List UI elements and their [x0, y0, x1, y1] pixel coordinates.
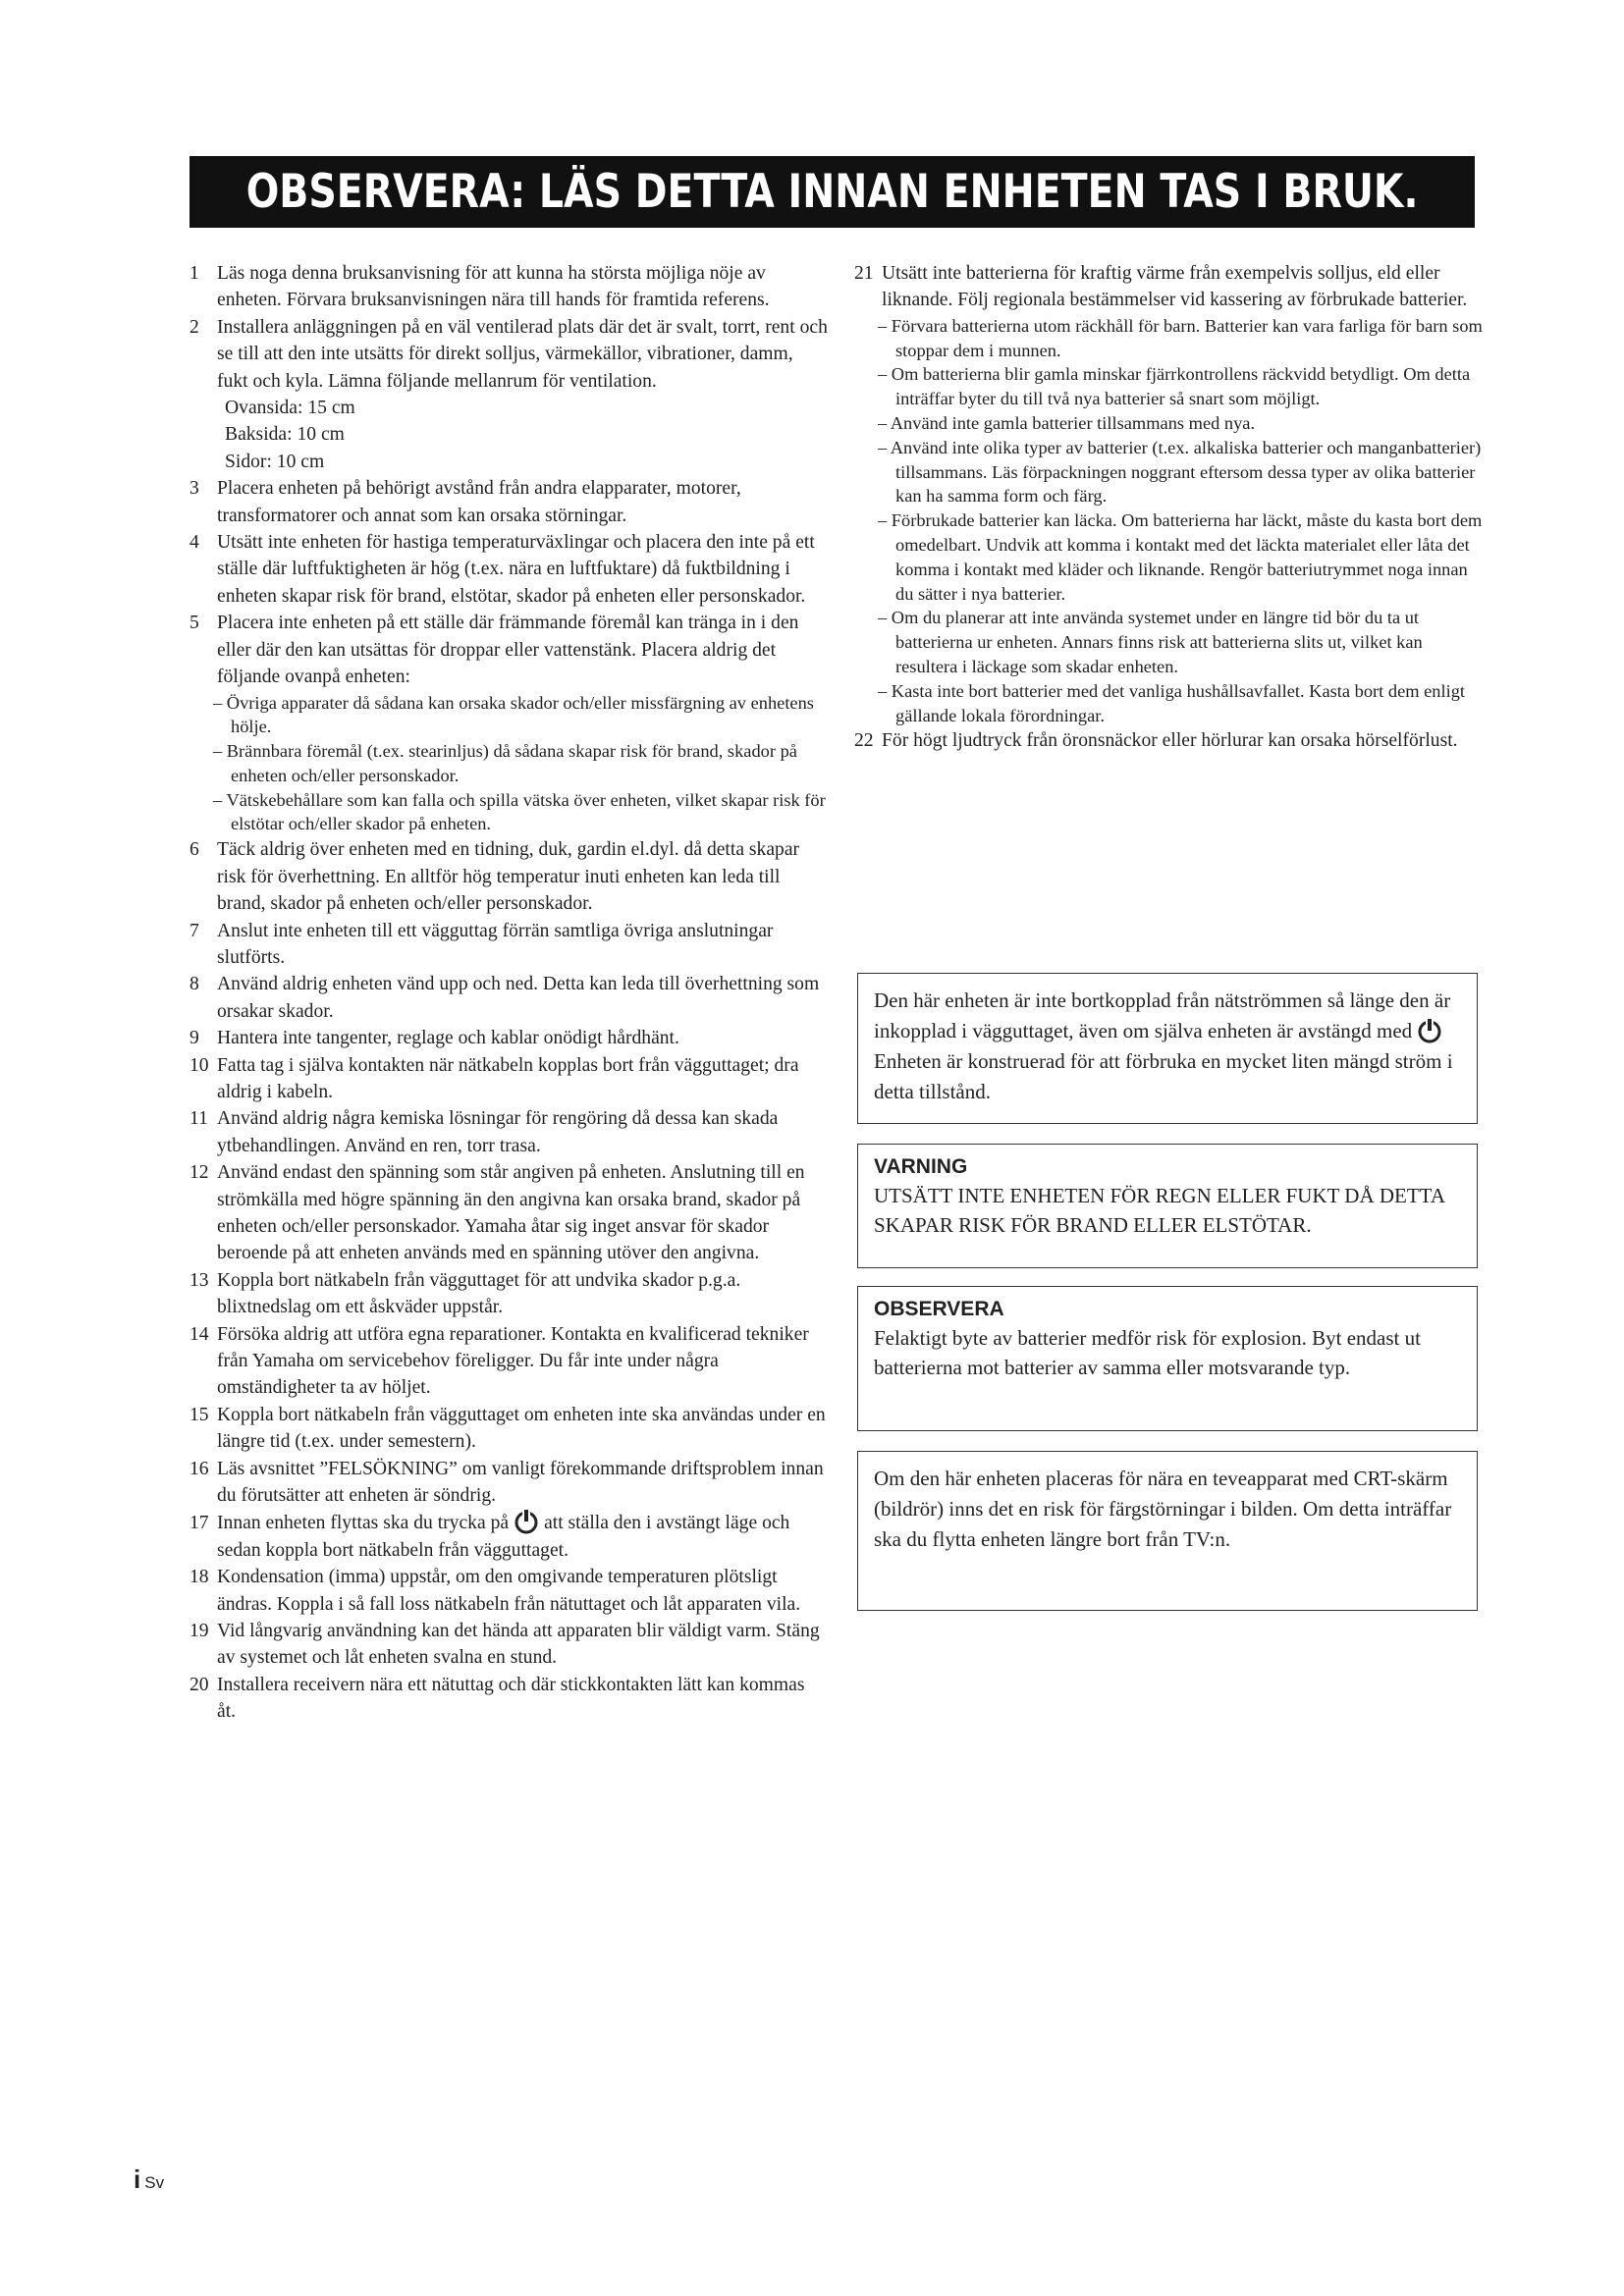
sub-item: – Förvara batterierna utom räckhåll för barn. Batterier kan vara farliga för barn som stoppar dem i munnen. — [878, 315, 1483, 360]
sub-item: – Brännbara föremål (t.ex. stearinljus) då sådana skapar risk för brand, skador på enheten och/eller personskador. — [213, 741, 797, 785]
list-item — [189, 1052, 828, 1106]
sub-item: – Kasta inte bort batterier med det vanliga hushållsavfallet. Kasta bort dem enligt gällande lokala förordningar. — [878, 680, 1466, 725]
item-number: 5 — [189, 613, 199, 634]
standby-text-b: Enheten är konstruerad för att förbruka en mycket liten mängd ström i detta tillstånd. — [874, 1049, 1453, 1103]
list-item — [189, 1267, 828, 1321]
item-number: 20 — [189, 1674, 209, 1695]
item-number: 12 — [189, 1162, 209, 1184]
item-number: 6 — [189, 839, 199, 861]
tv-notice-text: Om den här enheten placeras för nära en teveapparat med CRT-skärm (bildrör) inns det en risk för färgstörningar i bilden. Om detta inträffar ska du flytta enheten längre bort från TV:n. — [874, 1467, 1452, 1551]
page-footer — [134, 2164, 164, 2195]
item-number: 16 — [189, 1458, 209, 1479]
list-item — [189, 836, 828, 917]
language-code: Sv — [144, 2173, 165, 2192]
list-item — [189, 971, 828, 1025]
item-number: 18 — [189, 1567, 209, 1588]
item-text: Installera anläggningen på en väl ventilerad plats där det är svalt, torrt, rent och se till att den inte utsätts för direkt solljus, värmekällor, vibrationer, damm, fukt och kyla. Lämna följande mellanrum för ventilation. — [217, 316, 828, 392]
list-item — [189, 475, 828, 529]
right-column — [854, 260, 1483, 755]
item-number: 19 — [189, 1621, 209, 1642]
clearance-sides: Sidor: 10 cm — [225, 451, 325, 472]
item-number: 2 — [189, 316, 199, 338]
list-item — [189, 918, 828, 972]
item-text: Placera enheten på behörigt avstånd från andra elapparater, motorer, transformatorer och annat som kan orsaka störningar. — [217, 478, 741, 526]
item-text: Läs avsnittet ”FELSÖKNING” om vanligt förekommande driftsproblem innan du förutsätter att enheten är söndrig. — [217, 1458, 824, 1507]
item-text: Täck aldrig över enheten med en tidning, duk, gardin el.dyl. då detta skapar risk för överhettning. En alltför hög temperatur inuti enheten kan leda till brand, skador på enheten och/eller personskador. — [217, 839, 800, 915]
item-text: Vid långvarig användning kan det hända att apparaten blir väldigt varm. Stäng av systemet och låt enheten svalna en stund. — [217, 1621, 820, 1669]
sub-item: – Om du planerar att inte använda systemet under en längre tid bör du ta ut batterierna ur enheten. Annars finns risk att batterierna slits ut, vilket kan resultera i läckage som skadar enheten. — [878, 608, 1423, 676]
item-number: 17 — [189, 1513, 209, 1534]
list-item — [189, 1456, 828, 1510]
item-number: 14 — [189, 1323, 209, 1345]
page-banner — [189, 156, 1475, 228]
list-item — [189, 1321, 828, 1402]
item-text: Hantera inte tangenter, reglage och kablar onödigt hårdhänt. — [217, 1028, 679, 1049]
warning-heading: VARNING — [874, 1155, 968, 1178]
list-item — [189, 1402, 828, 1456]
caution-heading: OBSERVERA — [874, 1298, 1004, 1320]
item-number: 15 — [189, 1404, 209, 1425]
item-text: Använd endast den spänning som står angiven på enheten. Anslutning till en strömkälla med högre spänning än den angivna kan orsaka brand, skador på enheten och/eller personskador. Yamaha åtar sig inget ansvar för skador beroende på att enheten används med en spänning utöver den angivna. — [217, 1162, 805, 1264]
list-item — [189, 1564, 828, 1618]
item-number: 7 — [189, 920, 199, 941]
sub-item: – Använd inte olika typer av batterier (t.ex. alkaliska batterier och manganbatterier) tillsammans. Läs förpackningen noggrant eftersom dessa typer av olika batterier kan ha samma form och färg. — [878, 437, 1482, 507]
warning-text: UTSÄTT INTE ENHETEN FÖR REGN ELLER FUKT DÅ DETTA SKAPAR RISK FÖR BRAND ELLER ELSTÖTAR. — [874, 1184, 1444, 1237]
list-item — [189, 529, 828, 610]
list-item — [189, 1105, 828, 1159]
item-text: Försöka aldrig att utföra egna reparationer. Kontakta en kvalificerad tekniker från Yamaha om servicebehov föreligger. Du får inte under några omständigheter ta av höljet. — [217, 1323, 809, 1399]
item-text: Fatta tag i själva kontakten när nätkabeln kopplas bort från vägguttaget; dra aldrig i kabeln. — [217, 1054, 799, 1102]
sub-item: – Förbrukade batterier kan läcka. Om batterierna har läckt, måste du kasta bort dem omedelbart. Undvik att komma i kontakt med det läckta materialet eller låta det komma i kontakt med kläder och liknande. Rengör batteriutrymmet noga innan du sätter i nya batterier. — [878, 510, 1483, 604]
item-text: Koppla bort nätkabeln från vägguttaget för att undvika skador p.g.a. blixtnedslag om ett åskväder uppstår. — [217, 1269, 741, 1318]
sub-item: – Om batterierna blir gamla minskar fjärrkontrollens räckvidd betydligt. Om detta inträffar byter du till två nya batterier så snart som möjligt. — [878, 364, 1471, 409]
item-text: Placera inte enheten på ett ställe där främmande föremål kan tränga in i den eller där den kan utsättas för droppar eller vattenstänk. Placera aldrig det följande ovanpå enheten: — [217, 613, 799, 688]
standby-text-a: Den här enheten är inte bortkopplad från nätströmmen så länge den är inkopplad i vägguttaget, även om själva enheten är avstängd med — [874, 988, 1451, 1042]
caution-box — [857, 1286, 1478, 1431]
list-item — [189, 260, 828, 314]
power-icon — [1416, 1018, 1443, 1043]
item-text: Koppla bort nätkabeln från vägguttaget om enheten inte ska användas under en längre tid (t.ex. under semestern). — [217, 1404, 826, 1453]
item-number: 9 — [189, 1028, 199, 1049]
item-number: 10 — [189, 1054, 209, 1076]
caution-text: Felaktigt byte av batterier medför risk för explosion. Byt endast ut batterierna mot batterier av samma eller motsvarande typ. — [874, 1326, 1421, 1379]
item-text: Anslut inte enheten till ett vägguttag förrän samtliga övriga anslutningar slutförts. — [217, 920, 774, 968]
clearance-back: Baksida: 10 cm — [225, 424, 345, 446]
sub-item: – Övriga apparater då sådana kan orsaka skador och/eller missfärgning av enhetens hölje. — [213, 692, 814, 737]
item-number: 3 — [189, 478, 199, 500]
tv-notice-box — [857, 1451, 1478, 1611]
item-number: 11 — [189, 1108, 208, 1130]
list-item — [854, 727, 1483, 754]
clearance-top: Ovansida: 15 cm — [225, 398, 355, 419]
list-item — [189, 1025, 828, 1051]
list-item — [189, 1159, 828, 1267]
list-item — [189, 1509, 828, 1564]
item-text: Kondensation (imma) uppstår, om den omgivande temperaturen plötsligt ändras. Koppla i så fall loss nätkabeln från nätuttaget och låt apparaten vila. — [217, 1567, 801, 1615]
standby-notice-box — [857, 973, 1478, 1124]
item-text: Utsätt inte enheten för hastiga temperaturväxlingar och placera den inte på ett ställe där luftfuktigheten är hög (t.ex. nära en luftfuktare) då fuktbildning i enheten skapar risk för brand, elstötar, skador på enheten eller personskador. — [217, 532, 815, 607]
list-item — [189, 1672, 828, 1726]
item-text: För högt ljudtryck från öronsnäckor eller hörlurar kan orsaka hörselförlust. — [882, 730, 1458, 752]
page-number: i — [134, 2164, 141, 2194]
item-number: 13 — [189, 1269, 209, 1291]
item-text-b: att ställa den i avstängt läge och sedan koppla bort nätkabeln från vägguttaget. — [217, 1513, 790, 1561]
item-text: Läs noga denna bruksanvisning för att kunna ha största möjliga nöje av enheten. Förvara bruksanvisningen nära till hands för framtida referens. — [217, 263, 770, 311]
item-text: Utsätt inte batterierna för kraftig värme från exempelvis solljus, eld eller liknande. Följ regionala bestämmelser vid kassering av förbrukade batterier. — [882, 263, 1468, 311]
item-text: Använd aldrig enheten vänd upp och ned. Detta kan leda till överhettning som orsakar skador. — [217, 974, 820, 1022]
banner-title: OBSERVERA: LÄS DETTA INNAN ENHETEN TAS I BRUK. — [245, 165, 1419, 219]
item-text: Använd aldrig några kemiska lösningar för rengöring då dessa kan skada ytbehandlingen. Använd en ren, torr trasa. — [217, 1108, 779, 1156]
item-text-a: Innan enheten flyttas ska du trycka på — [217, 1513, 510, 1534]
sub-item: – Använd inte gamla batterier tillsammans med nya. — [878, 413, 1256, 433]
list-item — [189, 1618, 828, 1672]
item-number: 22 — [854, 730, 874, 752]
sub-item: – Vätskebehållare som kan falla och spilla vätska över enheten, vilket skapar risk för elstötar och/eller skador på enheten. — [213, 789, 826, 834]
item-number: 4 — [189, 532, 199, 554]
item-number: 1 — [189, 263, 199, 284]
left-column — [189, 260, 828, 1726]
item-number: 21 — [854, 263, 874, 284]
item-number: 8 — [189, 974, 199, 995]
warning-box — [857, 1144, 1478, 1268]
list-item — [189, 314, 828, 395]
list-item — [189, 610, 828, 690]
list-item — [854, 260, 1483, 314]
item-text: Installera receivern nära ett nätuttag och där stickkontakten lätt kan kommas åt. — [217, 1674, 805, 1723]
power-icon — [513, 1509, 540, 1534]
